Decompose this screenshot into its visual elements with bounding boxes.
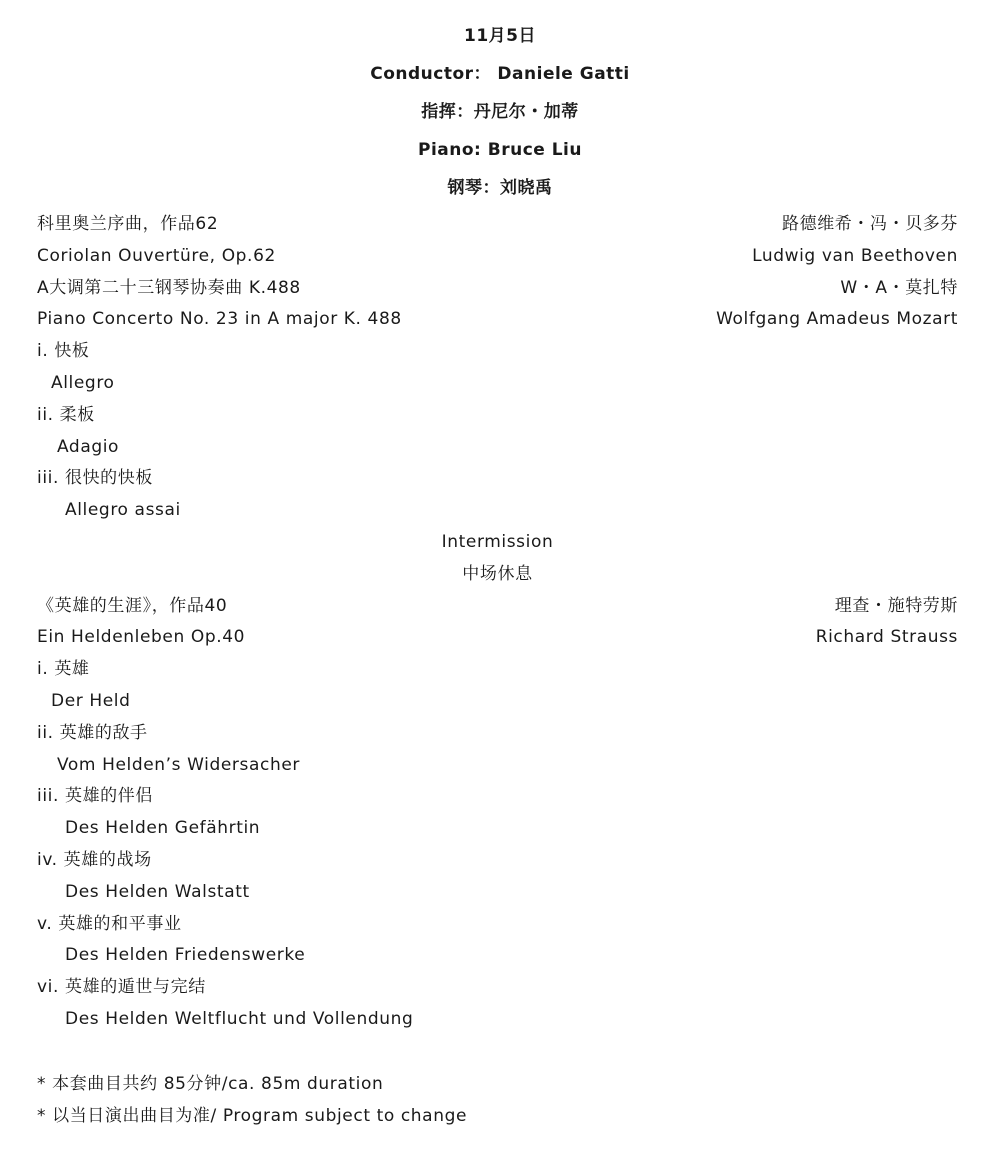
movement-label: ii. 英雄的敌手 <box>37 722 148 743</box>
duration-note <box>37 1071 958 1103</box>
movement-zh <box>37 911 958 943</box>
movement-zh <box>37 720 958 752</box>
note-text: * 本套曲目共约 85分钟/ca. 85m duration <box>37 1074 384 1094</box>
concert-date: 11月5日 <box>464 26 536 46</box>
work-title-en: Ein Heldenleben Op.40 <box>37 627 246 648</box>
movement-label: vi. 英雄的遁世与完结 <box>37 977 206 998</box>
intermission-en <box>37 529 958 561</box>
movement-label: Des Helden Weltflucht und Vollendung <box>65 1008 414 1029</box>
movement-label: Allegro assai <box>65 500 181 521</box>
movement-en <box>37 815 958 847</box>
movement-label: iii. 很快的快板 <box>37 468 153 489</box>
conductor-en: Conductor： Daniele Gatti <box>370 64 630 84</box>
movement-zh <box>37 847 958 879</box>
movement-label: iv. 英雄的战场 <box>37 849 152 870</box>
movement-label: Der Held <box>51 690 131 711</box>
movement-zh <box>37 338 958 370</box>
movement-label: Allegro <box>51 372 115 393</box>
movement-en <box>37 942 958 974</box>
movement-zh <box>37 656 958 688</box>
work-title-zh: A大调第二十三钢琴协奏曲 K.488 <box>37 277 301 298</box>
movement-label: Adagio <box>57 436 120 457</box>
movement-label: Des Helden Walstatt <box>65 881 250 902</box>
program-list <box>37 211 958 1038</box>
composer-en: Wolfgang Amadeus Mozart <box>716 309 958 330</box>
movement-label: Des Helden Gefährtin <box>65 818 261 839</box>
intermission-zh <box>37 561 958 593</box>
movement-en <box>37 370 958 402</box>
work-title-en: Coriolan Ouvertüre, Op.62 <box>37 245 276 266</box>
movement-label: i. 英雄 <box>37 659 90 680</box>
work-title-zh: 科里奥兰序曲，作品62 <box>37 214 219 234</box>
movement-zh <box>37 402 958 434</box>
movement-en <box>37 1006 958 1038</box>
movement-zh <box>37 783 958 815</box>
note-text: * 以当日演出曲目为准/ Program subject to change <box>37 1105 468 1126</box>
conductor-zh: 指挥：丹尼尔・加蒂 <box>421 102 579 122</box>
movement-label: ii. 柔板 <box>37 404 95 425</box>
intermission-label: Intermission <box>441 531 554 552</box>
movement-en <box>37 497 958 529</box>
composer-en: Ludwig van Beethoven <box>752 245 958 266</box>
composer-en: Richard Strauss <box>815 627 958 648</box>
work-title-en: Piano Concerto No. 23 in A major K. 488 <box>37 309 402 330</box>
movement-en <box>37 752 958 784</box>
intermission-label: 中场休息 <box>462 563 533 584</box>
work-title-row <box>37 624 958 656</box>
work-title-row <box>37 593 958 625</box>
work-title-row <box>37 243 958 275</box>
change-note <box>37 1103 958 1135</box>
program-notes <box>37 1071 958 1135</box>
movement-label: Des Helden Friedenswerke <box>65 945 306 966</box>
composer-zh: 路德维希・冯・贝多芬 <box>782 214 958 234</box>
work-title-row <box>37 275 958 307</box>
movement-label: Vom Helden’s Widersacher <box>57 754 300 775</box>
work-title-zh: 《英雄的生涯》，作品40 <box>37 595 228 616</box>
pianist-zh: 钢琴：刘晓禹 <box>447 178 553 198</box>
program-header <box>0 24 1000 214</box>
composer-zh: W・A・莫扎特 <box>840 277 958 298</box>
movement-zh <box>37 465 958 497</box>
movement-en <box>37 688 958 720</box>
movement-zh <box>37 974 958 1006</box>
movement-en <box>37 434 958 466</box>
movement-en <box>37 879 958 911</box>
work-title-row <box>37 211 958 243</box>
movement-label: i. 快板 <box>37 341 90 362</box>
pianist-en: Piano: Bruce Liu <box>418 140 582 160</box>
movement-label: iii. 英雄的伴侣 <box>37 786 153 807</box>
movement-label: v. 英雄的和平事业 <box>37 913 182 934</box>
work-title-row <box>37 306 958 338</box>
composer-zh: 理查・施特劳斯 <box>834 595 958 616</box>
